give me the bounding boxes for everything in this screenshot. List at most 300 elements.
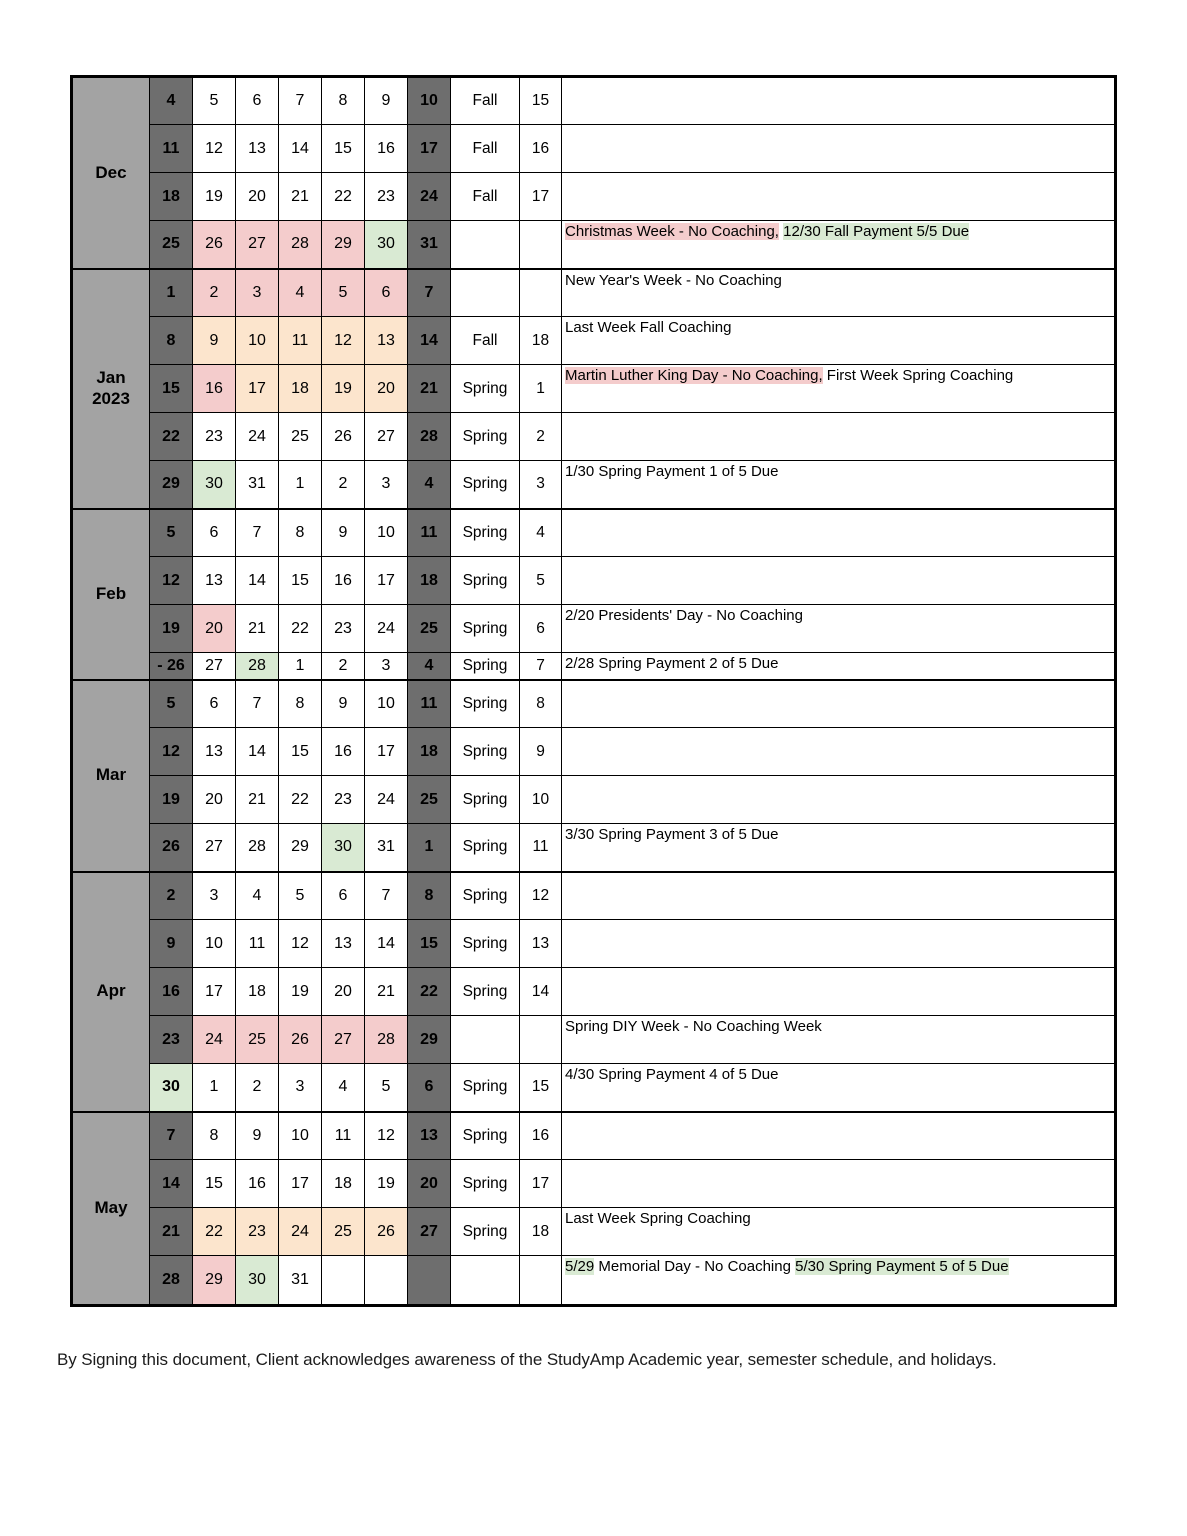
day-cell: 16	[365, 125, 408, 173]
day-cell: 24	[193, 1016, 236, 1064]
day-cell: 16	[236, 1160, 279, 1208]
note-text-segment: Martin Luther King Day - No Coaching,	[565, 367, 823, 384]
day-cell: 16	[150, 968, 193, 1016]
calendar-week-row	[72, 920, 1116, 968]
calendar-week-row	[72, 1256, 1116, 1306]
week-number-cell: 4	[520, 509, 562, 557]
week-number-cell: 2	[520, 413, 562, 461]
day-cell: - 26	[150, 653, 193, 680]
note-text-segment: Spring DIY Week - No Coaching Week	[565, 1018, 822, 1035]
day-cell: 13	[236, 125, 279, 173]
day-cell: 7	[150, 1112, 193, 1160]
calendar-week-row	[72, 1016, 1116, 1064]
day-cell: 23	[365, 173, 408, 221]
month-label: Feb	[72, 509, 150, 680]
day-cell: 25	[279, 413, 322, 461]
day-cell: 7	[236, 680, 279, 728]
week-number-cell	[520, 269, 562, 317]
note-cell	[562, 1160, 1116, 1208]
note-text-segment: 4/30 Spring Payment 4 of 5 Due	[565, 1066, 779, 1083]
day-cell: 16	[193, 365, 236, 413]
semester-cell: Fall	[451, 77, 520, 125]
day-cell: 24	[236, 413, 279, 461]
day-cell: 10	[236, 317, 279, 365]
day-cell: 12	[322, 317, 365, 365]
day-cell: 13	[365, 317, 408, 365]
day-cell: 23	[193, 413, 236, 461]
calendar-week-row	[72, 968, 1116, 1016]
day-cell: 21	[365, 968, 408, 1016]
semester-cell: Fall	[451, 173, 520, 221]
day-cell: 1	[279, 653, 322, 680]
week-number-cell: 6	[520, 605, 562, 653]
day-cell: 22	[279, 776, 322, 824]
note-cell	[562, 413, 1116, 461]
day-cell: 26	[150, 824, 193, 872]
day-cell: 27	[193, 824, 236, 872]
calendar-week-row	[72, 728, 1116, 776]
day-cell: 10	[408, 77, 451, 125]
calendar-week-row	[72, 1064, 1116, 1112]
day-cell: 5	[279, 872, 322, 920]
note-text-segment: Last Week Spring Coaching	[565, 1210, 751, 1227]
day-cell: 8	[279, 509, 322, 557]
day-cell: 20	[322, 968, 365, 1016]
day-cell: 23	[322, 776, 365, 824]
semester-cell: Spring	[451, 872, 520, 920]
day-cell: 28	[365, 1016, 408, 1064]
day-cell: 24	[365, 776, 408, 824]
note-text-segment: New Year's Week - No Coaching	[565, 271, 782, 289]
day-cell: 9	[236, 1112, 279, 1160]
day-cell: 28	[279, 221, 322, 269]
day-cell: 19	[193, 173, 236, 221]
day-cell: 14	[408, 317, 451, 365]
week-number-cell: 7	[520, 653, 562, 680]
day-cell: 21	[408, 365, 451, 413]
note-text-segment: 2/20 Presidents' Day - No Coaching	[565, 607, 803, 624]
note-cell	[562, 872, 1116, 920]
note-text-segment: First Week Spring Coaching	[822, 367, 1014, 384]
day-cell: 15	[279, 557, 322, 605]
day-cell: 31	[236, 461, 279, 509]
day-cell: 18	[322, 1160, 365, 1208]
day-cell: 26	[193, 221, 236, 269]
day-cell	[322, 1256, 365, 1306]
day-cell: 22	[150, 413, 193, 461]
week-number-cell: 16	[520, 1112, 562, 1160]
note-cell	[562, 125, 1116, 173]
day-cell: 11	[322, 1112, 365, 1160]
signature-disclaimer: By Signing this document, Client acknowledges awareness of the StudyAmp Academic year, semester schedule, and holidays.	[57, 1350, 997, 1369]
note-cell	[562, 1208, 1116, 1256]
day-cell: 8	[279, 680, 322, 728]
day-cell: 2	[193, 269, 236, 317]
note-cell	[562, 221, 1116, 269]
day-cell: 5	[193, 77, 236, 125]
week-number-cell	[520, 221, 562, 269]
day-cell: 6	[193, 680, 236, 728]
day-cell: 24	[279, 1208, 322, 1256]
calendar-week-row	[72, 365, 1116, 413]
note-cell	[562, 824, 1116, 872]
day-cell: 10	[365, 509, 408, 557]
note-cell	[562, 1016, 1116, 1064]
day-cell: 31	[365, 824, 408, 872]
note-text-segment: 3/30 Spring Payment 3 of 5 Due	[565, 826, 779, 843]
day-cell: 30	[193, 461, 236, 509]
day-cell: 20	[365, 365, 408, 413]
day-cell: 9	[322, 509, 365, 557]
day-cell: 15	[279, 728, 322, 776]
week-number-cell: 9	[520, 728, 562, 776]
semester-cell: Spring	[451, 680, 520, 728]
calendar-week-row	[72, 824, 1116, 872]
day-cell: 23	[236, 1208, 279, 1256]
week-number-cell: 1	[520, 365, 562, 413]
day-cell: 17	[193, 968, 236, 1016]
week-number-cell: 15	[520, 1064, 562, 1112]
day-cell: 3	[279, 1064, 322, 1112]
week-number-cell: 5	[520, 557, 562, 605]
day-cell: 3	[193, 872, 236, 920]
week-number-cell: 12	[520, 872, 562, 920]
day-cell: 19	[322, 365, 365, 413]
note-text-segment: 2/28 Spring Payment 2 of 5 Due	[565, 655, 779, 672]
week-number-cell: 15	[520, 77, 562, 125]
semester-cell: Spring	[451, 1208, 520, 1256]
day-cell: 17	[279, 1160, 322, 1208]
note-text-segment: 5/30 Spring Payment 5 of 5 Due	[795, 1258, 1009, 1275]
day-cell: 7	[408, 269, 451, 317]
semester-cell: Spring	[451, 776, 520, 824]
academic-calendar	[70, 75, 1117, 1307]
semester-cell: Spring	[451, 1064, 520, 1112]
week-number-cell: 17	[520, 1160, 562, 1208]
note-text-segment: 1/30 Spring Payment 1 of 5 Due	[565, 463, 779, 480]
day-cell: 14	[279, 125, 322, 173]
day-cell: 27	[365, 413, 408, 461]
calendar-table	[70, 75, 1117, 1307]
day-cell: 7	[236, 509, 279, 557]
day-cell: 7	[279, 77, 322, 125]
day-cell: 12	[279, 920, 322, 968]
day-cell: 25	[322, 1208, 365, 1256]
note-text-segment: Last Week Fall Coaching	[565, 319, 732, 336]
day-cell: 18	[279, 365, 322, 413]
note-text-segment: 12/30 Fall Payment 5/5 Due	[783, 223, 970, 240]
day-cell: 19	[365, 1160, 408, 1208]
week-number-cell: 3	[520, 461, 562, 509]
day-cell: 4	[408, 653, 451, 680]
day-cell: 8	[193, 1112, 236, 1160]
day-cell: 23	[150, 1016, 193, 1064]
day-cell: 20	[193, 776, 236, 824]
day-cell: 4	[322, 1064, 365, 1112]
note-cell	[562, 77, 1116, 125]
day-cell: 6	[193, 509, 236, 557]
calendar-week-row	[72, 461, 1116, 509]
day-cell: 29	[408, 1016, 451, 1064]
day-cell: 28	[408, 413, 451, 461]
day-cell: 6	[365, 269, 408, 317]
day-cell: 26	[279, 1016, 322, 1064]
day-cell: 25	[408, 776, 451, 824]
day-cell: 30	[365, 221, 408, 269]
day-cell: 19	[150, 776, 193, 824]
day-cell: 6	[322, 872, 365, 920]
calendar-week-row	[72, 413, 1116, 461]
day-cell: 28	[150, 1256, 193, 1306]
semester-cell: Spring	[451, 728, 520, 776]
day-cell: 11	[279, 317, 322, 365]
week-number-cell	[520, 1256, 562, 1306]
day-cell: 5	[150, 509, 193, 557]
day-cell: 16	[322, 557, 365, 605]
day-cell: 27	[322, 1016, 365, 1064]
note-cell	[562, 680, 1116, 728]
day-cell: 11	[150, 125, 193, 173]
day-cell: 22	[408, 968, 451, 1016]
calendar-week-row	[72, 653, 1116, 680]
month-label: Mar	[72, 680, 150, 872]
semester-cell: Spring	[451, 461, 520, 509]
day-cell: 12	[150, 557, 193, 605]
note-cell	[562, 605, 1116, 653]
day-cell: 15	[322, 125, 365, 173]
calendar-week-row	[72, 1112, 1116, 1160]
day-cell: 3	[365, 461, 408, 509]
semester-cell: Fall	[451, 317, 520, 365]
note-cell	[562, 365, 1116, 413]
day-cell: 13	[322, 920, 365, 968]
day-cell: 4	[236, 872, 279, 920]
note-cell	[562, 776, 1116, 824]
day-cell: 29	[322, 221, 365, 269]
day-cell: 9	[365, 77, 408, 125]
semester-cell	[451, 1256, 520, 1306]
day-cell: 1	[193, 1064, 236, 1112]
day-cell: 18	[408, 557, 451, 605]
week-number-cell: 11	[520, 824, 562, 872]
day-cell: 18	[150, 173, 193, 221]
day-cell: 27	[193, 653, 236, 680]
note-text-segment: Memorial Day - No Coaching	[594, 1258, 796, 1275]
day-cell: 10	[279, 1112, 322, 1160]
note-text-segment: Christmas Week - No Coaching,	[565, 223, 779, 240]
day-cell: 12	[365, 1112, 408, 1160]
month-label: May	[72, 1112, 150, 1306]
day-cell: 1	[408, 824, 451, 872]
calendar-week-row	[72, 557, 1116, 605]
week-number-cell: 13	[520, 920, 562, 968]
week-number-cell: 10	[520, 776, 562, 824]
semester-cell	[451, 1016, 520, 1064]
week-number-cell: 16	[520, 125, 562, 173]
day-cell: 12	[150, 728, 193, 776]
day-cell: 2	[236, 1064, 279, 1112]
day-cell: 24	[408, 173, 451, 221]
day-cell: 22	[279, 605, 322, 653]
month-label: Apr	[72, 872, 150, 1112]
day-cell: 21	[236, 605, 279, 653]
day-cell: 17	[236, 365, 279, 413]
day-cell: 21	[150, 1208, 193, 1256]
calendar-week-row	[72, 317, 1116, 365]
week-number-cell: 8	[520, 680, 562, 728]
day-cell: 8	[322, 77, 365, 125]
calendar-week-row	[72, 269, 1116, 317]
day-cell: 15	[193, 1160, 236, 1208]
note-cell	[562, 317, 1116, 365]
day-cell: 17	[365, 557, 408, 605]
week-number-cell: 17	[520, 173, 562, 221]
day-cell: 29	[193, 1256, 236, 1306]
semester-cell	[451, 221, 520, 269]
day-cell: 25	[408, 605, 451, 653]
day-cell: 18	[408, 728, 451, 776]
semester-cell: Spring	[451, 920, 520, 968]
semester-cell: Spring	[451, 413, 520, 461]
day-cell: 12	[193, 125, 236, 173]
note-cell	[562, 557, 1116, 605]
day-cell: 29	[279, 824, 322, 872]
semester-cell: Spring	[451, 968, 520, 1016]
semester-cell: Spring	[451, 557, 520, 605]
note-cell	[562, 968, 1116, 1016]
day-cell: 1	[279, 461, 322, 509]
day-cell: 25	[236, 1016, 279, 1064]
day-cell: 6	[236, 77, 279, 125]
semester-cell: Spring	[451, 653, 520, 680]
day-cell: 22	[322, 173, 365, 221]
week-number-cell: 18	[520, 317, 562, 365]
day-cell: 6	[408, 1064, 451, 1112]
day-cell: 20	[408, 1160, 451, 1208]
note-cell	[562, 509, 1116, 557]
calendar-week-row	[72, 77, 1116, 125]
day-cell: 5	[365, 1064, 408, 1112]
semester-cell	[451, 269, 520, 317]
day-cell: 21	[236, 776, 279, 824]
day-cell	[408, 1256, 451, 1306]
calendar-week-row	[72, 1208, 1116, 1256]
day-cell: 14	[236, 557, 279, 605]
day-cell: 5	[150, 680, 193, 728]
day-cell: 30	[322, 824, 365, 872]
day-cell: 31	[408, 221, 451, 269]
note-cell	[562, 920, 1116, 968]
day-cell: 16	[322, 728, 365, 776]
semester-cell: Spring	[451, 509, 520, 557]
day-cell: 11	[408, 680, 451, 728]
calendar-week-row	[72, 509, 1116, 557]
day-cell: 30	[150, 1064, 193, 1112]
day-cell: 3	[236, 269, 279, 317]
note-cell	[562, 1256, 1116, 1306]
calendar-week-row	[72, 125, 1116, 173]
semester-cell: Spring	[451, 1160, 520, 1208]
day-cell: 13	[408, 1112, 451, 1160]
day-cell: 28	[236, 653, 279, 680]
day-cell: 26	[365, 1208, 408, 1256]
day-cell: 9	[322, 680, 365, 728]
day-cell: 8	[150, 317, 193, 365]
day-cell: 9	[193, 317, 236, 365]
semester-cell: Spring	[451, 365, 520, 413]
day-cell: 23	[322, 605, 365, 653]
day-cell: 30	[236, 1256, 279, 1306]
day-cell: 17	[408, 125, 451, 173]
note-text-segment: 5/29	[565, 1258, 595, 1275]
day-cell: 15	[408, 920, 451, 968]
note-cell	[562, 1112, 1116, 1160]
day-cell: 17	[365, 728, 408, 776]
note-cell	[562, 461, 1116, 509]
day-cell	[365, 1256, 408, 1306]
calendar-week-row	[72, 173, 1116, 221]
day-cell: 1	[150, 269, 193, 317]
day-cell: 26	[322, 413, 365, 461]
calendar-week-row	[72, 221, 1116, 269]
day-cell: 15	[150, 365, 193, 413]
month-label: Jan 2023	[72, 269, 150, 509]
day-cell: 4	[150, 77, 193, 125]
day-cell: 11	[236, 920, 279, 968]
day-cell: 22	[193, 1208, 236, 1256]
day-cell: 18	[236, 968, 279, 1016]
semester-cell: Spring	[451, 824, 520, 872]
note-cell	[562, 728, 1116, 776]
day-cell: 14	[150, 1160, 193, 1208]
day-cell: 2	[322, 461, 365, 509]
note-cell	[562, 269, 1116, 317]
day-cell: 19	[150, 605, 193, 653]
day-cell: 14	[365, 920, 408, 968]
calendar-week-row	[72, 1160, 1116, 1208]
note-cell	[562, 173, 1116, 221]
calendar-week-row	[72, 680, 1116, 728]
calendar-week-row	[72, 872, 1116, 920]
day-cell: 2	[150, 872, 193, 920]
day-cell: 14	[236, 728, 279, 776]
note-cell	[562, 653, 1116, 680]
semester-cell: Spring	[451, 1112, 520, 1160]
day-cell: 2	[322, 653, 365, 680]
day-cell: 11	[408, 509, 451, 557]
day-cell: 5	[322, 269, 365, 317]
day-cell: 20	[193, 605, 236, 653]
calendar-week-row	[72, 776, 1116, 824]
day-cell: 10	[193, 920, 236, 968]
day-cell: 27	[236, 221, 279, 269]
day-cell: 20	[236, 173, 279, 221]
day-cell: 3	[365, 653, 408, 680]
day-cell: 4	[279, 269, 322, 317]
calendar-week-row	[72, 605, 1116, 653]
semester-cell: Fall	[451, 125, 520, 173]
day-cell: 25	[150, 221, 193, 269]
day-cell: 19	[279, 968, 322, 1016]
day-cell: 13	[193, 728, 236, 776]
day-cell: 4	[408, 461, 451, 509]
day-cell: 24	[365, 605, 408, 653]
month-label: Dec	[72, 77, 150, 269]
week-number-cell: 18	[520, 1208, 562, 1256]
day-cell: 10	[365, 680, 408, 728]
day-cell: 13	[193, 557, 236, 605]
day-cell: 28	[236, 824, 279, 872]
